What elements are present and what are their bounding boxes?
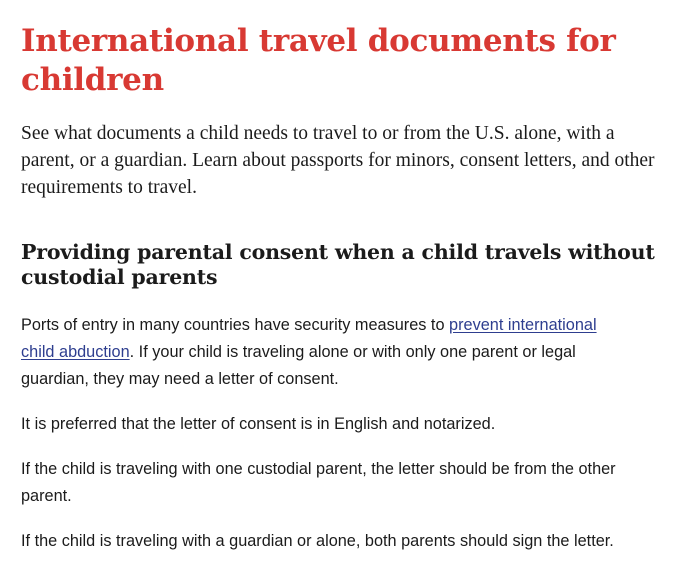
paragraph-english-notarized: It is preferred that the letter of consent is in English and notarized. [21,415,496,433]
page-title: International travel documents for children [21,23,616,98]
paragraph-ports-of-entry [21,312,621,393]
paragraph-text: . If your child is traveling alone or with only one parent or legal guardian, they may need a letter of consent. [21,343,576,388]
main-content [21,0,661,555]
lead-paragraph: See what documents a child needs to travel to or from the U.S. alone, with a parent, or a guardian. Learn about passports for minors, consent letters, and other requirements to travel. [21,123,655,198]
prevent-abduction-link[interactable]: prevent international child abduction [21,316,597,361]
paragraph-guardian-or-alone: If the child is traveling with a guardian or alone, both parents should sign the letter. [21,532,614,550]
paragraph-one-custodial-parent: If the child is traveling with one custodial parent, the letter should be from the other parent. [21,460,616,505]
section-heading: Providing parental consent when a child travels without custodial parents [21,240,655,289]
paragraph-text: Ports of entry in many countries have security measures to [21,316,450,334]
